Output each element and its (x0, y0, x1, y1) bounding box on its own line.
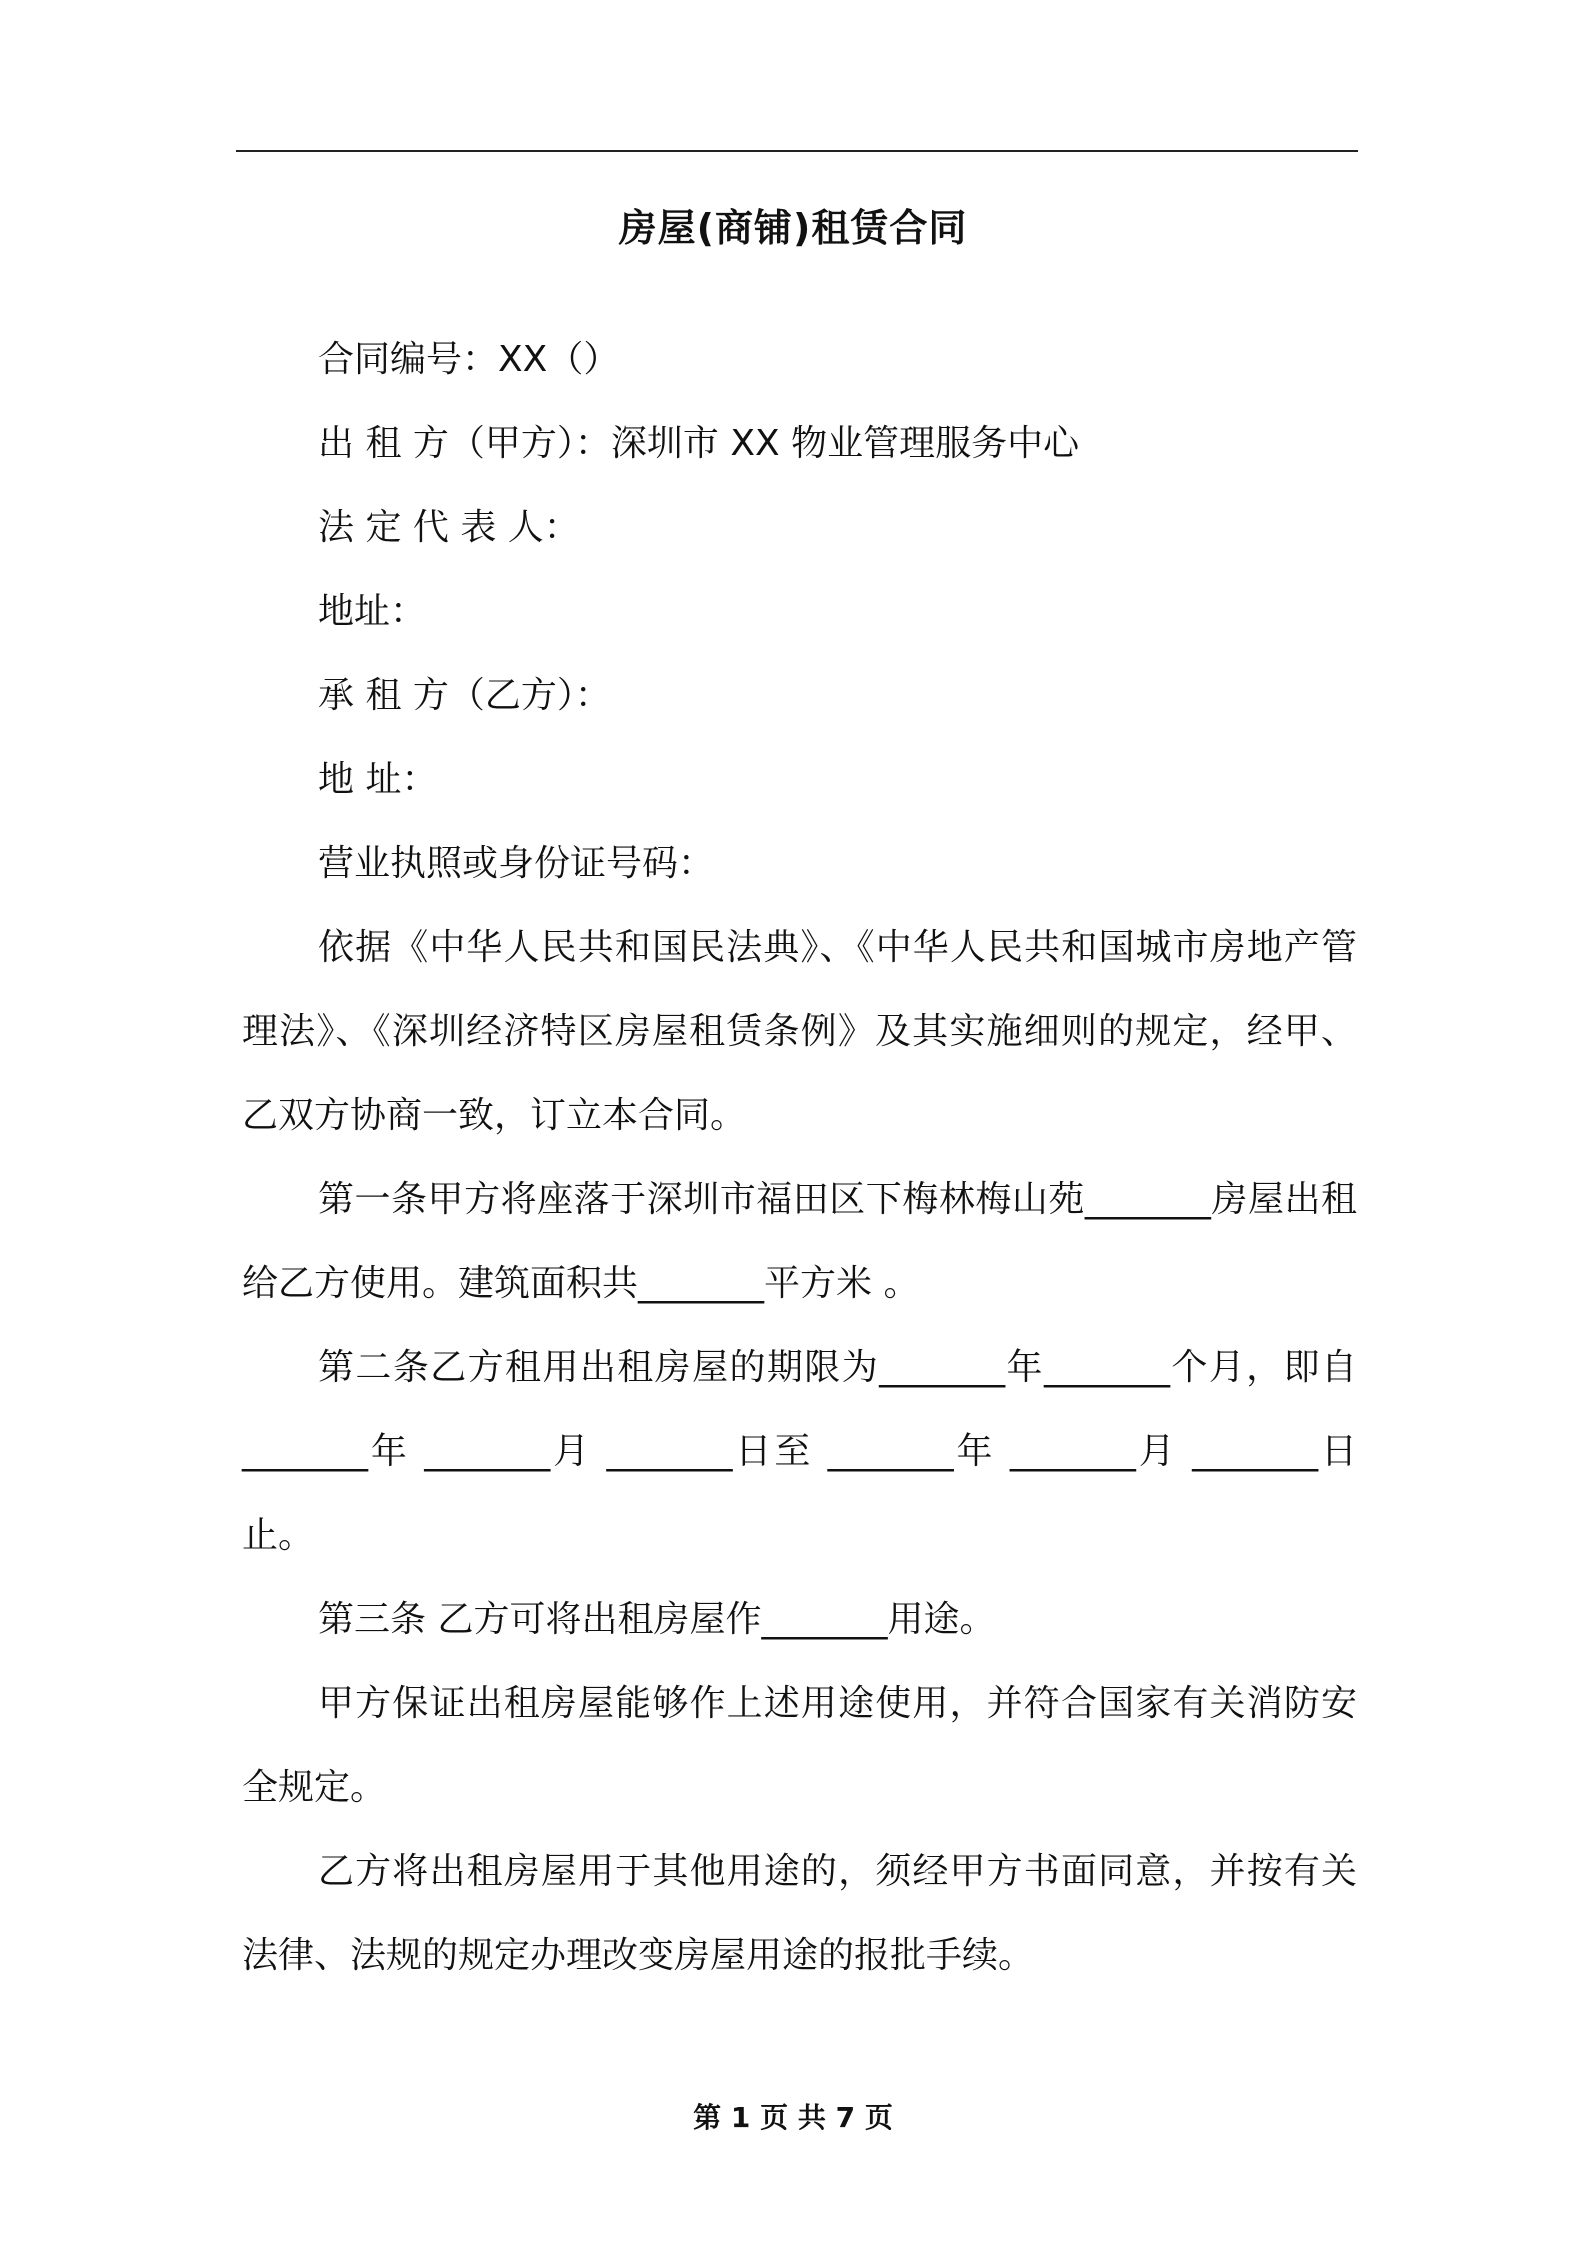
contract-number: 合同编号：XX（） (318, 339, 620, 380)
lessee-address-field: 地 址： (318, 759, 438, 800)
article-3-paragraph: 第三条 乙方可将出租房屋作_______用途。 (318, 1599, 996, 1640)
lessor-field: 出 租 方（甲方）：深圳市 XX 物业管理服务中心 (318, 423, 1080, 464)
preamble-paragraph: 依据《中华人民共和国民法典》、《中华人民共和国城市房地产管理法》、《深圳经济特区房屋租赁条例》及其实施细则的规定，经甲、乙双方协商一致，订立本合同。 (242, 927, 1357, 1136)
lessor-address-field: 地址： (318, 591, 427, 632)
license-id-field: 营业执照或身份证号码： (318, 843, 715, 884)
header-rule (236, 150, 1358, 152)
legal-representative-field: 法 定 代 表 人： (318, 507, 580, 548)
article-2-paragraph: 第二条乙方租用出租房屋的期限为_______年_______个月，即自 _______年 _______月 _______日至 _______年 _______月 _______日止。 (242, 1347, 1357, 1556)
article-3-change-paragraph: 乙方将出租房屋用于其他用途的，须经甲方书面同意，并按有关法律、法规的规定办理改变房屋用途的报批手续。 (242, 1851, 1357, 1976)
lessee-field: 承 租 方（乙方）： (318, 675, 611, 716)
article-3-guarantee-paragraph: 甲方保证出租房屋能够作上述用途使用，并符合国家有关消防安全规定。 (242, 1683, 1357, 1808)
article-1-paragraph: 第一条甲方将座落于深圳市福田区下梅林梅山苑_______房屋出租给乙方使用。建筑面积共_______平方米 。 (242, 1179, 1357, 1304)
document-title: 房屋(商铺)租赁合同 (618, 206, 968, 250)
contract-body (242, 318, 1357, 1998)
page-footer: 第 1 页 共 7 页 (693, 2101, 893, 2134)
